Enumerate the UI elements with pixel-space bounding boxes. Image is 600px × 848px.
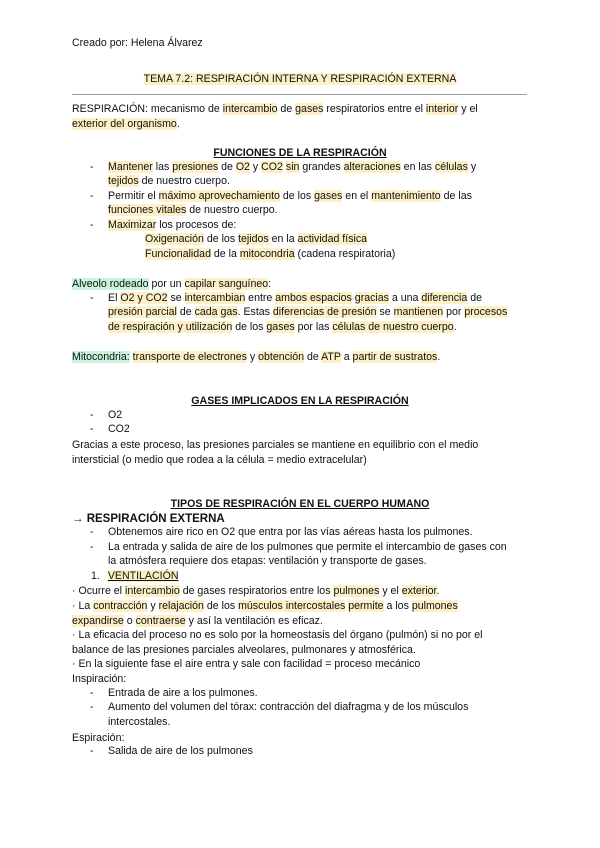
espiracion-label: Espiración: <box>72 732 125 744</box>
bullet-dash: - <box>90 219 94 231</box>
bullet-dash: - <box>90 745 94 757</box>
tipos-bullet-1: Obtenemos aire rico en O2 que entra por las vías aéreas hasta los pulmones. <box>108 526 473 538</box>
bullet-dash: - <box>90 526 94 538</box>
funciones-sub-2: Funcionalidad de la mitocondria (cadena respiratoria) <box>145 248 396 260</box>
funciones-bullet-1-cont: tejidos de nuestro cuerpo. <box>108 175 230 187</box>
ventilacion-label: VENTILACIÓN <box>107 570 179 582</box>
inspiracion-bullet-2: Aumento del volumen del tórax: contracción del diafragma y de los músculos <box>108 701 469 713</box>
bullet-dash: - <box>90 161 94 173</box>
ventilacion-paragraph-4: · En la siguiente fase el aire entra y sale con facilidad = proceso mecánico <box>72 658 421 670</box>
bullet-dash: - <box>90 409 94 421</box>
tipos-bullet-2: La entrada y salida de aire de los pulmones que permite el intercambio de gases con <box>108 541 507 553</box>
tipos-heading: TIPOS DE RESPIRACIÓN EN EL CUERPO HUMANO <box>170 498 430 510</box>
doc-title <box>0 72 600 86</box>
gases-item-o2: O2 <box>108 409 123 421</box>
author-line: Creado por: Helena Álvarez <box>72 37 203 49</box>
funciones-heading: FUNCIONES DE LA RESPIRACIÓN <box>213 147 387 159</box>
ventilacion-paragraph-2-cont: expandirse o contraerse y así la ventilación es eficaz. <box>72 615 323 627</box>
espiracion-bullet-1: Salida de aire de los pulmones <box>108 745 253 757</box>
bullet-dash: - <box>90 423 94 435</box>
funciones-bullet-1: Mantener las presiones de O2 y CO2 sin grandes alteraciones en las células y <box>108 161 477 173</box>
ventilacion-paragraph-1: · Ocurre el intercambio de gases respiratorios entre los pulmones y el exterior. <box>72 585 440 597</box>
mitocondria-line: Mitocondria: transporte de electrones y obtención de ATP a partir de sustratos. <box>72 351 441 363</box>
numbered-item-number: 1. <box>91 570 100 582</box>
definition-line-2: exterior del organismo. <box>72 118 180 130</box>
doc-title-text: TEMA 7.2: RESPIRACIÓN INTERNA Y RESPIRACIÓN EXTERNA <box>143 73 457 85</box>
respiracion-externa-heading: → RESPIRACIÓN EXTERNA <box>72 513 225 525</box>
definition-line-1: RESPIRACIÓN: mecanismo de intercambio de gases respiratorios entre el interior y el <box>72 103 478 115</box>
bullet-dash: - <box>90 541 94 553</box>
gases-heading: GASES IMPLICADOS EN LA RESPIRACIÓN <box>191 395 409 407</box>
alveolo-bullet-1-cont-2: de respiración y utilización de los gases por las células de nuestro cuerpo. <box>108 321 457 333</box>
funciones-bullet-2-cont: funciones vitales de nuestro cuerpo. <box>108 204 278 216</box>
inspiracion-bullet-2-cont: intercostales. <box>108 716 171 728</box>
alveolo-bullet-1: El O2 y CO2 se intercambian entre ambos espacios gracias a una diferencia de <box>108 292 483 304</box>
funciones-sub-1: Oxigenación de los tejidos en la actividad física <box>145 233 368 245</box>
alveolo-bullet-1-cont: presión parcial de cada gas. Estas diferencias de presión se mantienen por procesos <box>108 306 508 318</box>
funciones-bullet-3: Maximizar los procesos de: <box>108 219 237 231</box>
numbered-item-1 <box>91 570 178 582</box>
funciones-bullet-2: Permitir el máximo aprovechamiento de los gases en el mantenimiento de las <box>108 190 472 202</box>
inspiracion-label: Inspiración: <box>72 673 127 685</box>
tipos-bullet-2-cont: la atmósfera requiere dos etapas: ventilación y transporte de gases. <box>108 555 427 567</box>
title-rule <box>72 94 527 95</box>
inspiracion-bullet-1: Entrada de aire a los pulmones. <box>108 687 258 699</box>
bullet-dash: - <box>90 687 94 699</box>
ventilacion-paragraph-3-cont: balance de las presiones parciales alveolares, pulmonares y atmosférica. <box>72 644 416 656</box>
gases-paragraph-2: intersticial (o medio que rodea a la célula = medio extracelular) <box>72 454 367 466</box>
ventilacion-paragraph-3: · La eficacia del proceso no es solo por la homeostasis del órgano (pulmón) si no por el <box>72 629 483 641</box>
bullet-dash: - <box>90 701 94 713</box>
gases-paragraph-1: Gracias a este proceso, las presiones parciales se mantiene en equilibrio con el medio <box>72 439 479 451</box>
bullet-dash: - <box>90 292 94 304</box>
ventilacion-paragraph-2: · La contracción y relajación de los músculos intercostales permite a los pulmones <box>72 600 458 612</box>
bullet-dash: - <box>90 190 94 202</box>
gases-item-co2: CO2 <box>108 423 130 435</box>
alveolo-line: Alveolo rodeado por un capilar sanguíneo: <box>72 278 272 290</box>
